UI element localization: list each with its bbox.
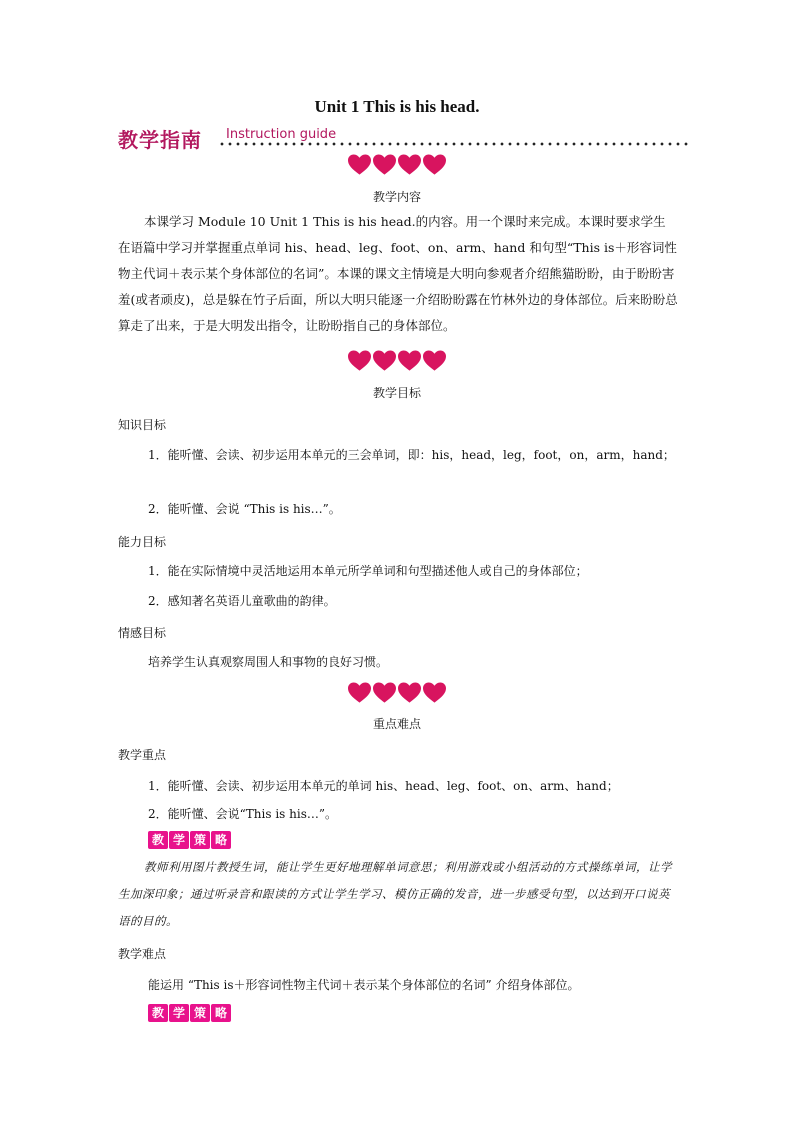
heart-icon	[373, 154, 396, 176]
hearts-ornament	[0, 682, 794, 704]
strategy-badge-char: 教	[148, 831, 168, 849]
hearts-ornament	[0, 154, 794, 176]
knowledge-goal-item: 1．能听懂、会读、初步运用本单元的三会单词，即：his，head，leg，foot，on，arm，hand；	[148, 448, 675, 462]
section-heading-content: 教学内容	[372, 190, 421, 204]
difficulty-item: 能运用 “This is＋形容词性物主代词＋表示某个身体部位的名词” 介绍身体部位。	[148, 978, 580, 992]
heart-icon	[423, 682, 446, 704]
strategy-badge-char: 策	[190, 1004, 210, 1022]
heart-icon	[423, 154, 446, 176]
focus-item: 1．能听懂、会读、初步运用本单元的单词 his、head、leg、foot、on、arm、hand；	[148, 779, 619, 793]
instruction-guide-banner	[118, 124, 688, 154]
heart-icon	[398, 154, 421, 176]
strategy-paragraph: 教师利用图片教授生词，能让学生更好地理解单词意思；利用游戏或小组活动的方式操练单词，让学生加深印象；通过听录音和跟读的方式让学生学习、模仿正确的发音，进一步感受句型，以达到开口说英语的目的。	[118, 860, 672, 928]
heart-icon	[373, 682, 396, 704]
hearts-ornament	[0, 350, 794, 372]
heart-icon	[348, 350, 371, 372]
strategy-badge-char: 学	[169, 831, 189, 849]
guide-label-en: Instruction guide	[226, 127, 337, 142]
ability-goals-label: 能力目标	[118, 535, 167, 549]
section-heading-keypoints: 重点难点	[372, 717, 421, 731]
strategy-badge-char: 策	[190, 831, 210, 849]
strategy-badge-char: 学	[169, 1004, 189, 1022]
heart-icon	[423, 350, 446, 372]
emotion-goals-label: 情感目标	[118, 626, 167, 640]
page-title: Unit 1 This is his head.	[314, 97, 480, 116]
dotted-divider	[218, 142, 688, 146]
strategy-badge-char: 略	[211, 831, 231, 849]
content-paragraph: 本课学习 Module 10 Unit 1 This is his head.的内容。用一个课时来完成。本课时要求学生在语篇中学习并掌握重点单词 his、head、leg、foot、on、arm、hand 和句型“This is＋形容词性物主代词＋表示某个身体部位的名词”。本课的课文主情境是大明向参观者介绍熊猫盼盼，由于盼盼害羞(或者顽皮)，总是躲在竹子后面，所以大明只能逐一介绍盼盼露在竹林外边的身体部位。后来盼盼总算走了出来，于是大明发出指令，让盼盼指自己的身体部位。	[118, 214, 678, 333]
heart-icon	[348, 154, 371, 176]
focus-label: 教学重点	[118, 748, 167, 762]
heart-icon	[398, 350, 421, 372]
section-heading-goals: 教学目标	[372, 386, 421, 400]
difficulty-label: 教学难点	[118, 947, 167, 961]
emotion-goal-item: 培养学生认真观察周围人和事物的良好习惯。	[148, 655, 389, 669]
ability-goal-item: 1．能在实际情境中灵活地运用本单元所学单词和句型描述他人或自己的身体部位；	[148, 564, 588, 578]
strategy-badge	[148, 1004, 231, 1022]
knowledge-goal-item: 2．能听懂、会说 “This is his…”。	[148, 502, 341, 516]
strategy-badge-char: 略	[211, 1004, 231, 1022]
knowledge-goals-label: 知识目标	[118, 418, 167, 432]
strategy-badge-char: 教	[148, 1004, 168, 1022]
focus-item: 2．能听懂、会说“This is his…”。	[148, 807, 337, 821]
guide-label-cn: 教学指南	[118, 128, 202, 152]
heart-icon	[348, 682, 371, 704]
ability-goal-item: 2．感知著名英语儿童歌曲的韵律。	[148, 594, 336, 608]
heart-icon	[373, 350, 396, 372]
heart-icon	[398, 682, 421, 704]
strategy-badge	[148, 831, 231, 849]
